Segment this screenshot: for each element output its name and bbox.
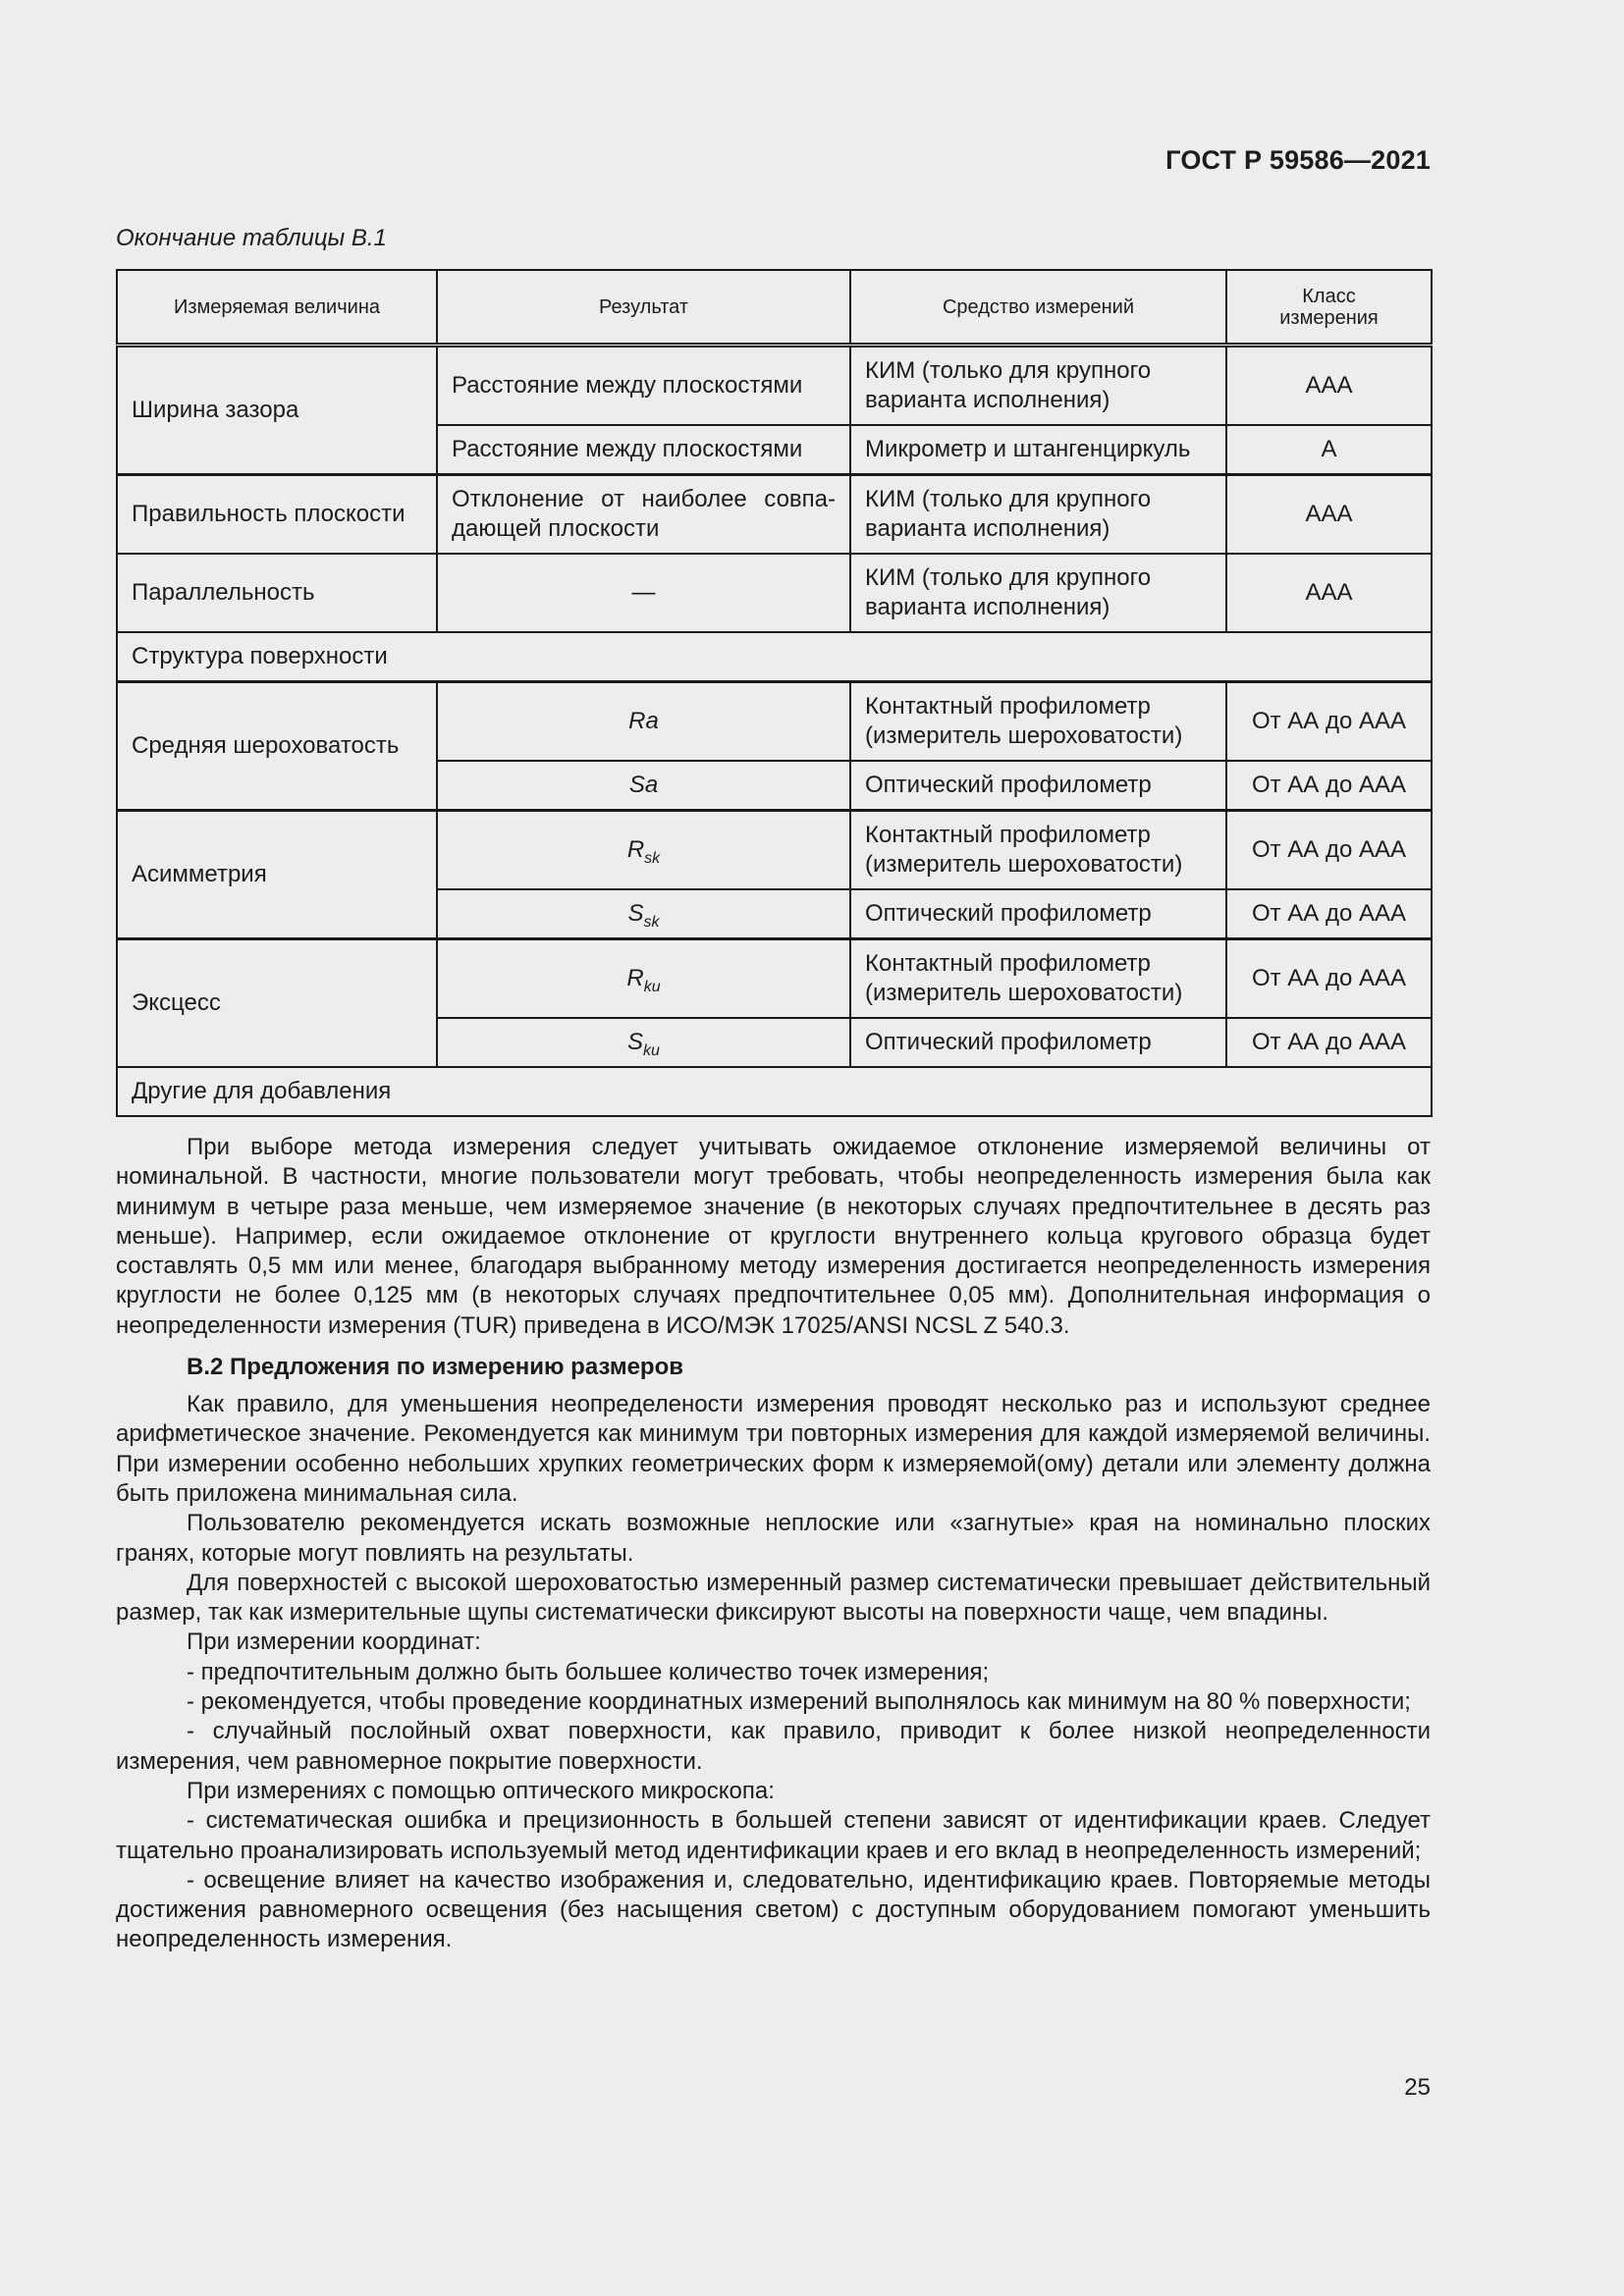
col-header-result: Результат <box>437 270 850 346</box>
table-row <box>117 682 1432 762</box>
cell-instrument: Контактный профилометр (измеритель шероховатости) <box>850 811 1226 890</box>
col-header-quantity: Измеряемая величина <box>117 270 437 346</box>
page-header: ГОСТ Р 59586—2021 <box>1165 145 1431 175</box>
measurement-table <box>116 269 1433 1117</box>
cell-result: — <box>437 554 850 632</box>
table-caption: Окончание таблицы В.1 <box>116 225 387 251</box>
cell-class: AAA <box>1226 475 1432 555</box>
cell-result: Расстояние между плоскостями <box>437 346 850 426</box>
cell-class: От АА до ААА <box>1226 682 1432 762</box>
row-label-asymmetry: Асимметрия <box>117 811 437 939</box>
table-row <box>117 475 1432 555</box>
result-symbol: S <box>627 1029 644 1055</box>
cell-instrument: Оптический профилометр <box>850 889 1226 939</box>
paragraph: Пользователю рекомендуется искать возможные неплоские или «загнутые» края на номинально плоских гранях, которые могут повлиять на результаты. <box>116 1510 1431 1567</box>
table-row <box>117 632 1432 682</box>
cell-class: AAA <box>1226 346 1432 426</box>
cell-instrument: КИМ (только для крупного варианта исполнения) <box>850 554 1226 632</box>
cell-result <box>437 889 850 939</box>
table-row <box>117 554 1432 632</box>
row-label-roughness: Средняя шероховатость <box>117 682 437 811</box>
list-item: - систематическая ошибка и прецизионность в большей степени зависят от идентификации краев. Следует тщательно проанализировать используемый метод идентификации краев и его вклад в неопределенность измерений; <box>116 1807 1431 1864</box>
cell-result <box>437 939 850 1019</box>
table-header-row <box>117 270 1432 346</box>
row-label-gap-width: Ширина зазора <box>117 346 437 475</box>
list-item: - освещение влияет на качество изображения и, следовательно, идентификацию краев. Повторяемые методы достижения равномерного освещения (без насыщения светом) с доступным оборудованием помогают уменьшить неопределенность измерения. <box>116 1866 1431 1953</box>
result-subscript: ku <box>643 1042 660 1059</box>
paragraph-intro: При выборе метода измерения следует учитывать ожидаемое отклонение измеряемой величины от номинальной. В частности, многие пользователи могут требовать, чтобы неопределенность измерения была как минимум в четыре раза меньше, чем измеряемое значение (в некоторых случаях предпочтительнее в десять раз меньше). Например, если ожидаемое отклонение от круглости внутреннего кольца кругового образца будет составлять 0,5 мм или менее, благодаря выбранному методу измерения достигается неопределенность измерения круглости не более 0,125 мм (в некоторых случаях предпочтительнее 0,05 мм). Дополнительная информация о неопределенности измерения (TUR) приведена в ИСО/МЭК 17025/ANSI NCSL Z 540.3. <box>116 1134 1431 1339</box>
result-symbol: S <box>627 900 644 927</box>
result-subscript: sk <box>643 914 660 931</box>
list-item: - рекомендуется, чтобы проведение координатных измерений выполнялось как минимум на 80 % поверхности; <box>187 1688 1411 1716</box>
cell-instrument: Оптический профилометр <box>850 761 1226 811</box>
list-item: - случайный послойный охват поверхности, как правило, приводит к более низкой неопределенности измерения, чем равномерное покрытие поверхности. <box>116 1718 1431 1775</box>
result-subscript: ku <box>643 979 661 995</box>
list-item: - предпочтительным должно быть большее количество точек измерения; <box>187 1658 990 1685</box>
row-label-flatness: Правильность плоскости <box>117 475 437 555</box>
cell-result: Sa <box>437 761 850 811</box>
table-row <box>117 1067 1432 1116</box>
paragraph: При измерении координат: <box>187 1629 481 1656</box>
cell-result: Ra <box>437 682 850 762</box>
result-subscript: sk <box>644 850 661 867</box>
col-header-class-line2: измерения <box>1279 306 1379 329</box>
cell-class: От АА до ААА <box>1226 811 1432 890</box>
col-header-class-line1: Класс <box>1302 285 1356 307</box>
paragraph: При измерениях с помощью оптического микроскопа: <box>187 1777 775 1804</box>
cell-class: AAA <box>1226 554 1432 632</box>
cell-class: А <box>1226 425 1432 475</box>
cell-class: От АА до ААА <box>1226 761 1432 811</box>
section-heading: В.2 Предложения по измерению размеров <box>187 1354 683 1381</box>
table-row <box>117 811 1432 890</box>
table-row <box>117 939 1432 1019</box>
cell-instrument: Контактный профилометр (измеритель шероховатости) <box>850 939 1226 1019</box>
table-row <box>117 346 1432 426</box>
cell-result <box>437 1018 850 1067</box>
cell-instrument: Контактный профилометр (измеритель шероховатости) <box>850 682 1226 762</box>
col-header-class <box>1226 270 1432 346</box>
row-label-excess: Эксцесс <box>117 939 437 1068</box>
cell-result: Расстояние между плоскостями <box>437 425 850 475</box>
cell-instrument: КИМ (только для крупного варианта исполнения) <box>850 475 1226 555</box>
cell-class: От АА до ААА <box>1226 1018 1432 1067</box>
page-number: 25 <box>1404 2074 1431 2101</box>
cell-class: От АА до ААА <box>1226 889 1432 939</box>
section-row-other: Другие для добавления <box>117 1067 1432 1116</box>
col-header-instrument: Средство измерений <box>850 270 1226 346</box>
result-symbol: R <box>626 836 645 863</box>
cell-class: От АА до ААА <box>1226 939 1432 1019</box>
cell-result <box>437 811 850 890</box>
result-symbol: R <box>626 965 644 991</box>
paragraph: Как правило, для уменьшения неопределености измерения проводят несколько раз и используют среднее арифметическое значение. Рекомендуется как минимум три повторных измерения для каждой измеряемой величины. При измерении особенно небольших хрупких геометрических форм к измеряемой(ому) детали или элементу должна быть приложена минимальная сила. <box>116 1391 1431 1507</box>
cell-result: Отклонение от наиболее совпа-дающей плоскости <box>437 475 850 555</box>
cell-instrument: Микрометр и штангенциркуль <box>850 425 1226 475</box>
cell-instrument: КИМ (только для крупного варианта исполнения) <box>850 346 1226 426</box>
row-label-parallelism: Параллельность <box>117 554 437 632</box>
body-text <box>116 1133 1431 1955</box>
paragraph: Для поверхностей с высокой шероховатостью измеренный размер систематически превышает действительный размер, так как измерительные щупы систематически фиксируют высоты на поверхности чаще, чем впадины. <box>116 1569 1431 1627</box>
cell-instrument: Оптический профилометр <box>850 1018 1226 1067</box>
section-row-surface-structure: Структура поверхности <box>117 632 1432 682</box>
